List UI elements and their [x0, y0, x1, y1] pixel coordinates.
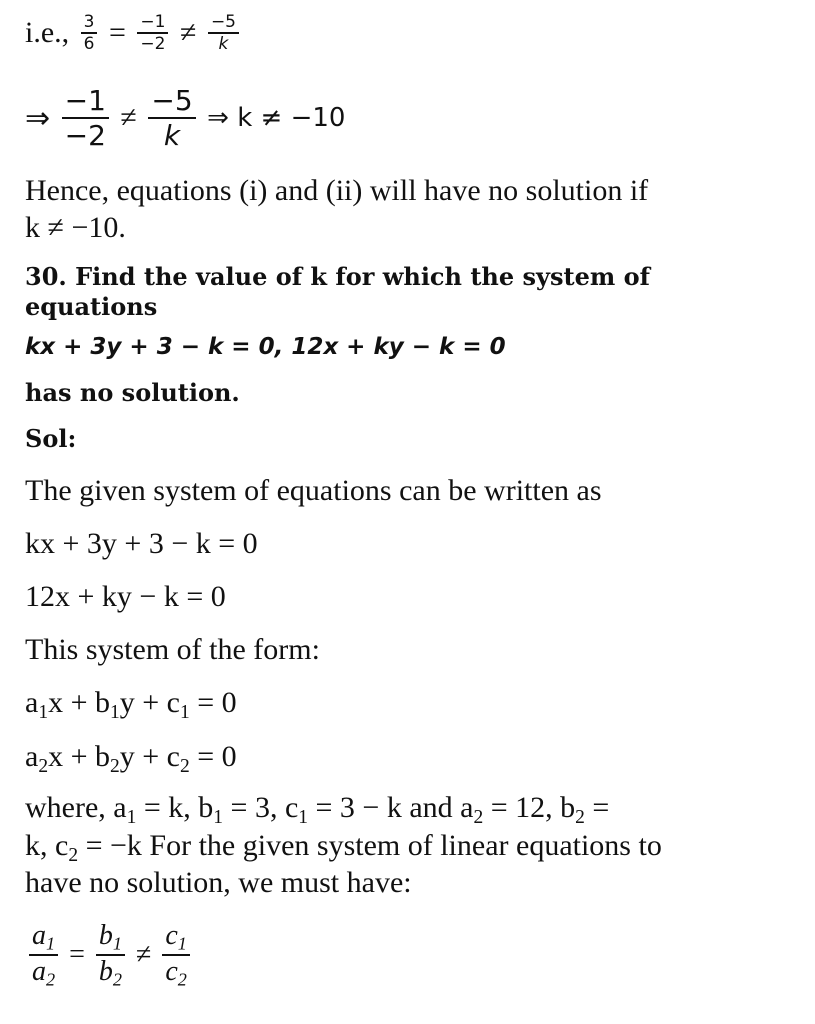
- sol-label: Sol:: [25, 424, 77, 453]
- where-line-1: where, $a_1 = k$, $b_1 = 3$, $c_1 = 3 - k$ and $a_2 = 12$, $b_2$ =: [25, 791, 610, 828]
- k-result: ⇒ k ≠ −10: [207, 103, 346, 133]
- ie-label: i.e.,: [25, 16, 70, 49]
- hence-line-2: k ≠ −10.: [25, 211, 126, 244]
- general-equation-1: $a_1x + b_1y + c_1 = 0$: [25, 686, 237, 723]
- question-title-2: equations: [25, 292, 158, 321]
- question-title-1: 30. Find the value of k for which the system of: [25, 262, 650, 291]
- fraction-b1-b2: $\frac{b_1}{b_2}$: [96, 920, 125, 991]
- hence-line-1: Hence, equations (i) and (ii) will have no solution if: [25, 174, 649, 207]
- not-equal-sign: ≠: [179, 16, 197, 49]
- fraction-a1-a2: $\frac{a_1}{a_2}$: [29, 920, 58, 991]
- where-line-3: have no solution, we must have:: [25, 866, 412, 899]
- equation-1: kx + 3y + 3 − k = 0: [25, 527, 258, 560]
- ratio-condition: [25, 920, 194, 991]
- equals-sign: =: [69, 939, 85, 971]
- where-line-2: k, $c_2 = -k$ For the given system of linear equations to: [25, 829, 662, 866]
- form-text: This system of the form:: [25, 633, 320, 666]
- fraction-neg1-neg2: $\frac{-1}{-2}$: [137, 12, 168, 54]
- fraction-neg5-k-large: $\frac{-5}{k}$: [148, 84, 195, 152]
- equals-sign: =: [108, 16, 126, 49]
- question-equation: kx + 3y + 3 − k = 0, 12x + ky − k = 0: [25, 334, 506, 360]
- ratio-line-2: [25, 84, 345, 152]
- fraction-neg5-k: $\frac{-5}{k}$: [208, 12, 239, 54]
- fraction-neg1-neg2-large: $\frac{-1}{-2}$: [62, 84, 109, 152]
- ratio-line-1: [25, 12, 243, 54]
- general-equation-2: $a_2x + b_2y + c_2 = 0$: [25, 740, 237, 777]
- fraction-3-6: $\frac{3}{6}$: [81, 12, 98, 54]
- intro-text: The given system of equations can be written as: [25, 474, 602, 507]
- fraction-c1-c2: $\frac{c_1}{c_2}$: [162, 920, 190, 991]
- not-equal-sign: ≠: [120, 101, 137, 134]
- not-equal-sign: ≠: [135, 939, 152, 971]
- question-title-3: has no solution.: [25, 378, 240, 407]
- implies-sign: ⇒: [25, 101, 51, 135]
- equation-2: 12x + ky − k = 0: [25, 580, 226, 613]
